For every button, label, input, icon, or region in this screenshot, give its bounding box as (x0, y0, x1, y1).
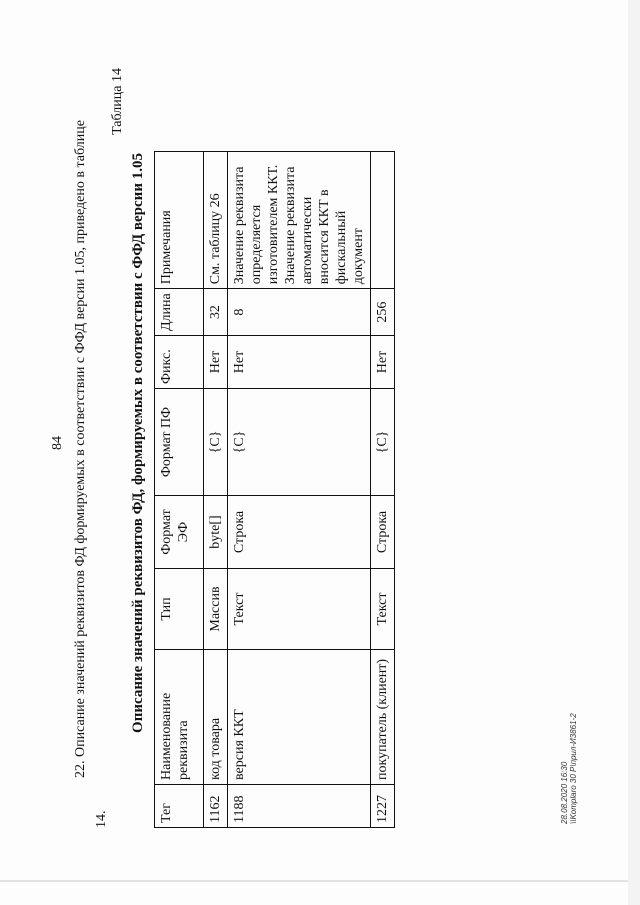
print-stamp (560, 713, 578, 824)
table-caption: Таблица 14 (110, 68, 125, 135)
page-number: 84 (50, 436, 65, 450)
scan-edge (628, 0, 640, 905)
header-format-pf: Формат ПФ (155, 389, 204, 496)
header-name: Наименование реквизита (155, 650, 204, 785)
cell-tag: 1188 (228, 785, 371, 828)
stamp-path: \\Komplaro 30 P\прил-И3861-2 (569, 713, 578, 824)
rotated-content (40, 18, 600, 868)
scan-bottom-edge (0, 880, 628, 882)
table-row (204, 152, 228, 828)
cell-notes: Значение реквизита определяется изготовителем ККТ. Значение реквизита автоматически вносится ККТ в фискальный документ (228, 152, 371, 289)
section-number: 14. (94, 810, 109, 828)
cell-name: покупатель (клиент) (371, 650, 395, 785)
cell-fixed: Нет (371, 336, 395, 389)
cell-format-pf: {C} (228, 389, 371, 496)
cell-notes (371, 152, 395, 289)
cell-tag: 1162 (204, 785, 228, 828)
cell-tag: 1227 (371, 785, 395, 828)
requisites-table (154, 151, 395, 828)
cell-name: код товара (204, 650, 228, 785)
cell-fixed: Нет (204, 336, 228, 389)
cell-notes: См. таблицу 26 (204, 152, 228, 289)
cell-type: Массив (204, 569, 228, 650)
table-title: Описание значений реквизитов ФД, формируемых в соответствии с ФФД версии 1.05 (130, 153, 146, 733)
cell-format-pf: {C} (204, 389, 228, 496)
cell-type: Текст (371, 569, 395, 650)
cell-format-ef: Строка (228, 496, 371, 569)
table-row (371, 152, 395, 828)
stamp-date: 28.08.2020 16:30 (560, 761, 569, 824)
header-format-ef: Формат ЭФ (155, 496, 204, 569)
section-text: 22. Описание значений реквизитов ФД формируемых в соответствии с ФФД версии 1.05, приведено в таблице (73, 120, 88, 778)
cell-name: версия ККТ (228, 650, 371, 785)
cell-length: 256 (371, 289, 395, 336)
header-type: Тип (155, 569, 204, 650)
cell-length: 8 (228, 289, 371, 336)
header-length: Длина (155, 289, 204, 336)
header-notes: Примечания (155, 152, 204, 289)
cell-format-ef: byte[] (204, 496, 228, 569)
table-row (228, 152, 371, 828)
cell-format-ef: Строка (371, 496, 395, 569)
table-header-row (155, 152, 204, 828)
cell-format-pf: {C} (371, 389, 395, 496)
cell-fixed: Нет (228, 336, 371, 389)
header-fixed: Фикс. (155, 336, 204, 389)
cell-type: Текст (228, 569, 371, 650)
header-tag: Тег (155, 785, 204, 828)
cell-length: 32 (204, 289, 228, 336)
